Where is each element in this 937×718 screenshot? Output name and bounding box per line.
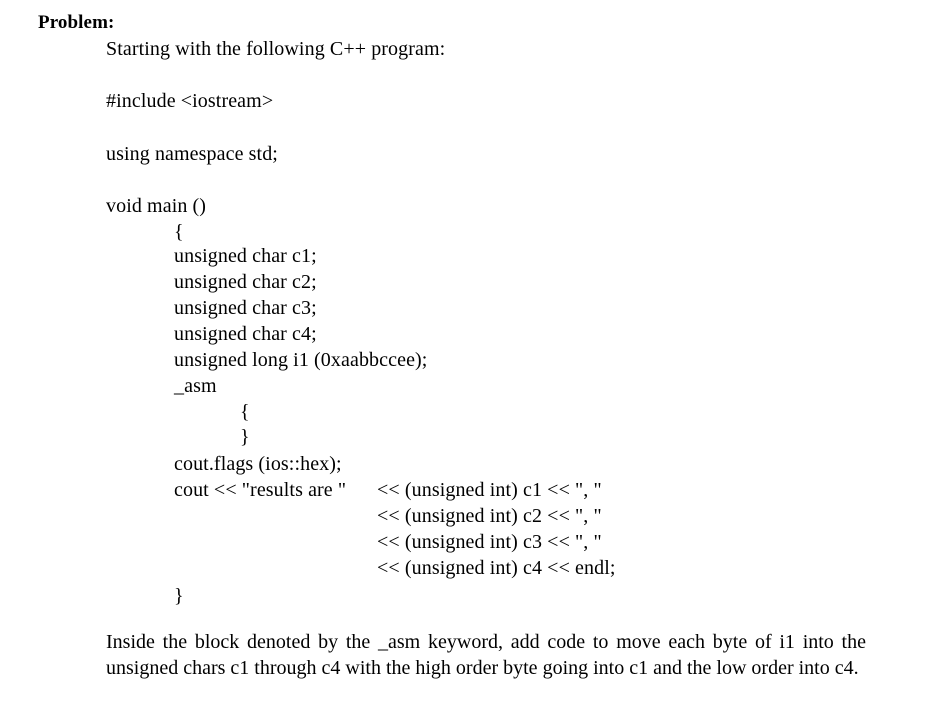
code-output-c1: << (unsigned int) c1 << ", ": [377, 479, 602, 501]
problem-heading: Problem:: [38, 12, 115, 33]
code-decl-c4: unsigned char c4;: [174, 323, 317, 345]
code-include: #include <iostream>: [106, 90, 274, 112]
code-close-brace: }: [174, 585, 184, 607]
code-using: using namespace std;: [106, 143, 278, 165]
code-open-brace: {: [174, 221, 184, 243]
code-output-c4: << (unsigned int) c4 << endl;: [377, 557, 616, 579]
code-main-signature: void main (): [106, 195, 207, 217]
code-decl-i1: unsigned long i1 (0xaabbccee);: [174, 349, 428, 371]
code-decl-c3: unsigned char c3;: [174, 297, 317, 319]
code-asm-keyword: _asm: [174, 375, 217, 397]
code-decl-c1: unsigned char c1;: [174, 245, 317, 267]
code-cout-prefix: cout << "results are ": [174, 479, 347, 501]
code-output-c3: << (unsigned int) c3 << ", ": [377, 531, 602, 553]
intro-text: Starting with the following C++ program:: [106, 38, 446, 60]
code-decl-c2: unsigned char c2;: [174, 271, 317, 293]
code-asm-open-brace: {: [240, 401, 250, 423]
instruction-paragraph: Inside the block denoted by the _asm keyword, add code to move each byte of i1 into the unsigned chars c1 through c4 with the high order byte going into c1 and the low order into c4.: [106, 631, 866, 679]
code-asm-close-brace: }: [240, 426, 250, 448]
code-output-c2: << (unsigned int) c2 << ", ": [377, 505, 602, 527]
code-cout-flags: cout.flags (ios::hex);: [174, 453, 342, 475]
